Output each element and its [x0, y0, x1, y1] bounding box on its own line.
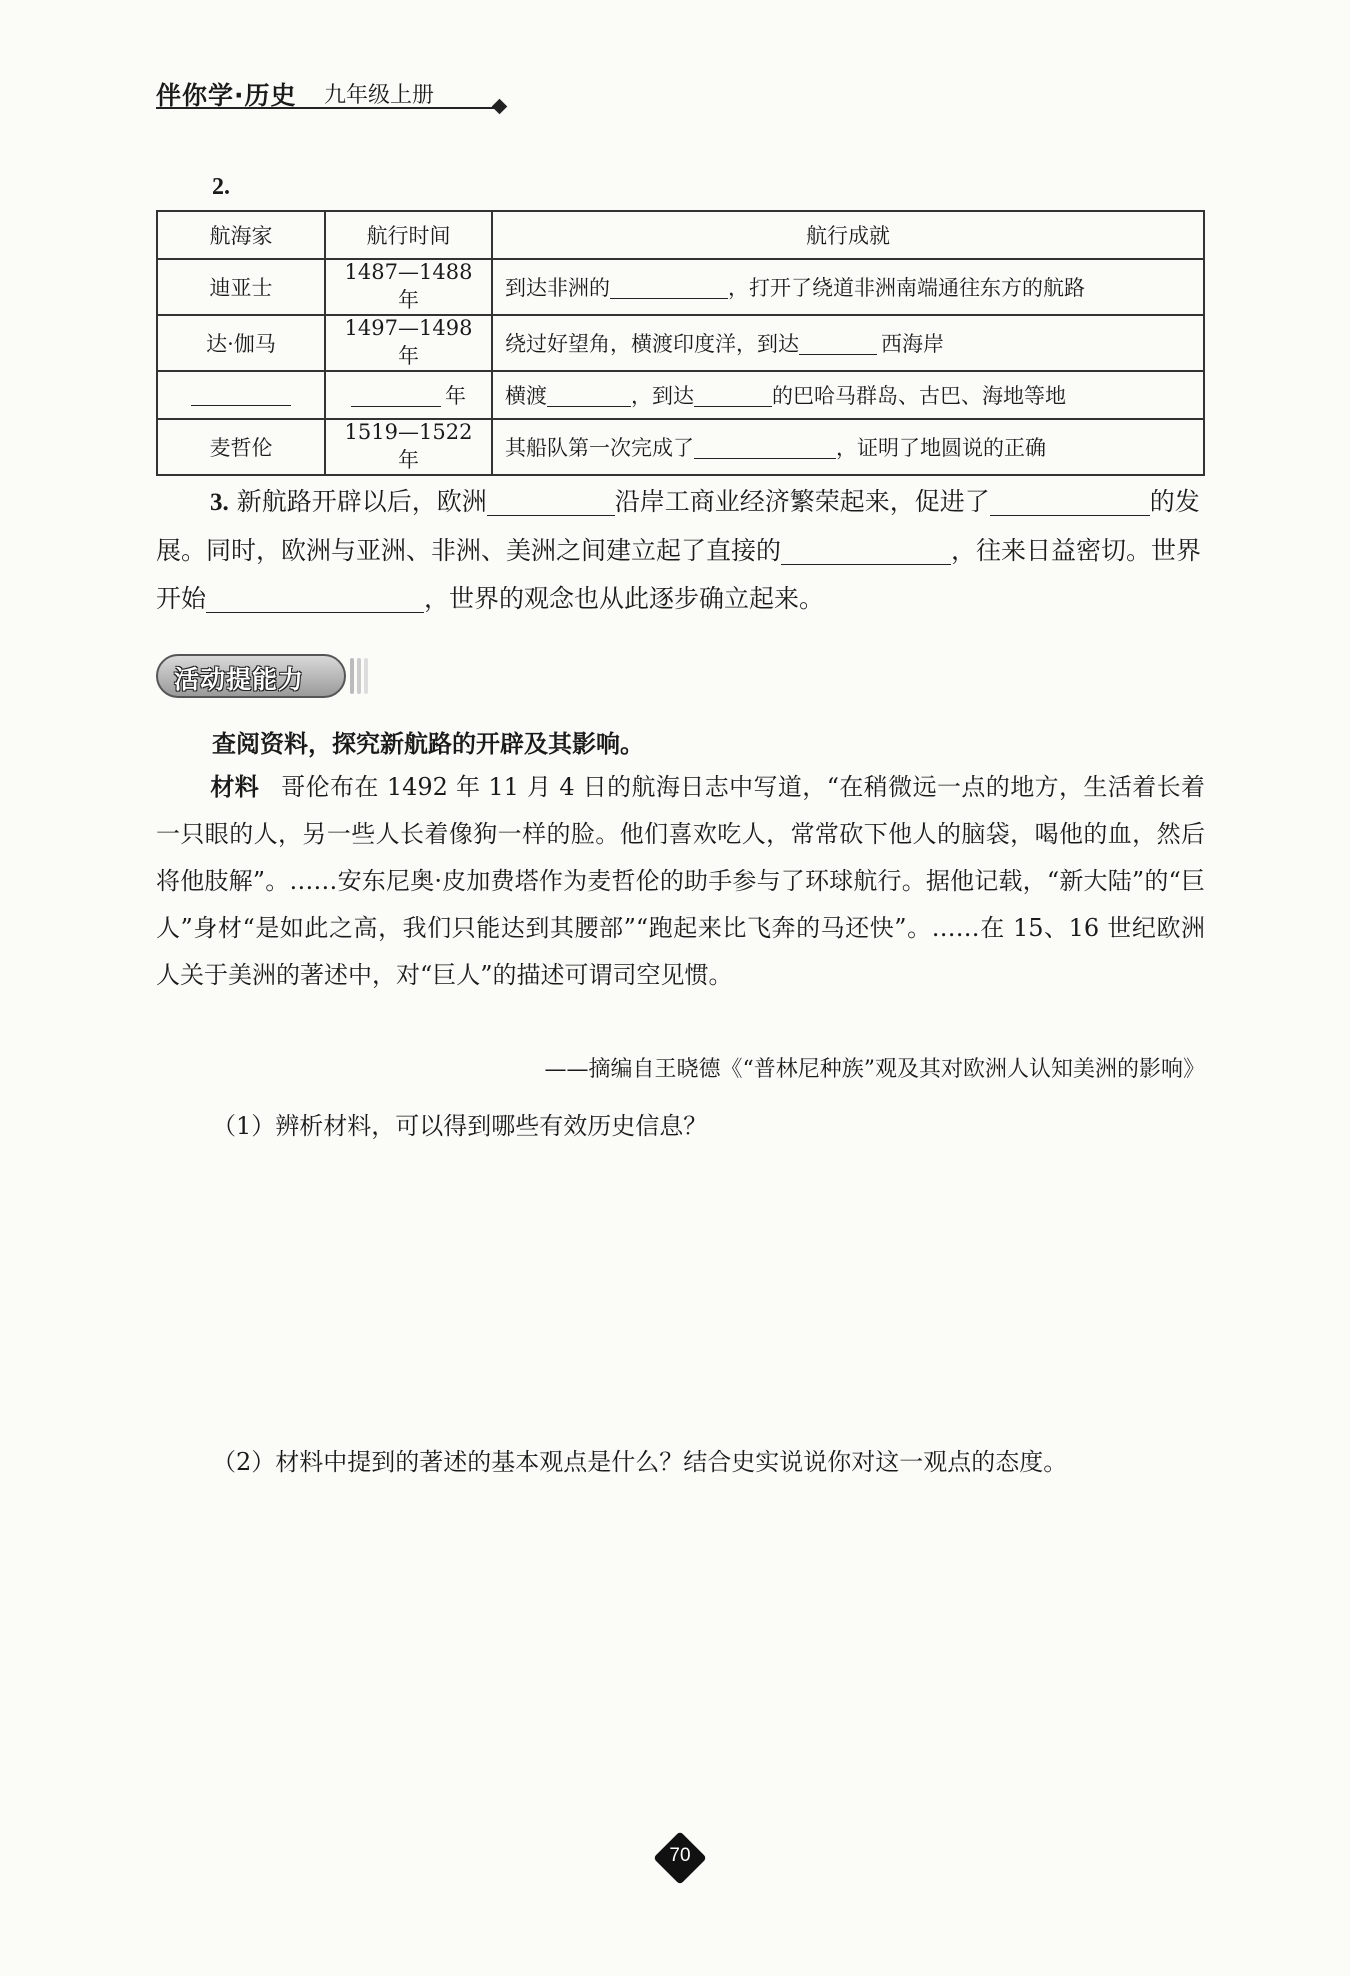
grade-label: 九年级上册 — [324, 83, 435, 108]
table-row — [157, 315, 1204, 371]
activity-section-tag — [156, 654, 376, 698]
material-label: 材料 — [210, 773, 260, 801]
tag-label: 活动提能力 — [174, 665, 305, 694]
header-time: 航行时间 — [325, 211, 492, 259]
time-cell: 1519—1522 年 — [325, 419, 492, 475]
table-row — [157, 259, 1204, 315]
tag-stripe — [357, 658, 361, 694]
year-suffix: 年 — [445, 384, 466, 408]
activity-task: 查阅资料，探究新航路的开辟及其影响。 — [212, 730, 644, 758]
achievement-text: 的巴哈马群岛、古巴、海地等地 — [772, 384, 1066, 408]
tag-stripe — [364, 658, 368, 694]
page-number-badge — [658, 1836, 702, 1880]
material-text: 哥伦布在 1492 年 11 月 4 日的航海日志中写道，“在稍微远一点的地方，生活着长着一只眼的人，另一些人长着像狗一样的脸。他们喜欢吃人，常常砍下他人的脑袋，喝他的血，然后将他肢解”。……安东尼奥·皮加费塔作为麦哲伦的助手参与了环球航行。据他记载，“新大陆”的“巨人”身材“是如此之高，我们只能达到其腰部”“跑起来比飞奔的马还快”。……在 15、16 世纪欧洲人关于美洲的著述中，对“巨人”的描述可谓司空见惯。 — [156, 773, 1206, 989]
question-3-number: 3. — [210, 489, 229, 516]
answer-blank[interactable] — [610, 276, 728, 299]
achievement-cell — [492, 315, 1204, 371]
material-paragraph — [156, 764, 1205, 999]
achievement-cell — [492, 371, 1204, 419]
table-row — [157, 371, 1204, 419]
answer-blank[interactable] — [487, 489, 615, 516]
material-source: ——摘编自王晓德《“普林尼种族”观及其对欧洲人认知美洲的影响》 — [544, 1057, 1205, 1082]
sub-question-2: （2）材料中提到的著述的基本观点是什么？结合史实说说你对这一观点的态度。 — [212, 1448, 1068, 1476]
diamond-icon — [492, 99, 508, 115]
navigator-blank[interactable] — [191, 383, 291, 406]
running-header — [156, 76, 506, 110]
navigator-cell: 麦哲伦 — [157, 419, 325, 475]
answer-blank[interactable] — [694, 436, 836, 459]
time-cell — [325, 371, 492, 419]
header-achievement: 航行成就 — [492, 211, 1204, 259]
answer-blank[interactable] — [990, 489, 1150, 516]
achievement-text: 其船队第一次完成了 — [505, 436, 694, 460]
achievement-cell — [492, 419, 1204, 475]
achievement-text: ，到达 — [631, 384, 694, 408]
table-row — [157, 419, 1204, 475]
question-3-text: 的发展。同时，欧洲与亚洲、非洲、美洲之间建立起了直接的 — [156, 487, 1200, 565]
book-brand: 伴你学·历史 — [156, 81, 297, 110]
achievement-text: 西海岸 — [881, 332, 944, 356]
answer-blank[interactable] — [547, 384, 631, 407]
navigator-cell — [157, 371, 325, 419]
tag-stripe — [350, 658, 354, 694]
navigation-table — [156, 210, 1205, 476]
navigator-cell: 迪亚士 — [157, 259, 325, 315]
answer-blank[interactable] — [694, 384, 772, 407]
achievement-cell — [492, 259, 1204, 315]
achievement-text: ，证明了地圆说的正确 — [836, 436, 1046, 460]
time-blank[interactable] — [351, 384, 441, 407]
table-header-row — [157, 211, 1204, 259]
time-cell: 1497—1498 年 — [325, 315, 492, 371]
question-3-text: 沿岸工商业经济繁荣起来，促进了 — [614, 487, 990, 516]
time-cell: 1487—1488 年 — [325, 259, 492, 315]
header-navigator: 航海家 — [157, 211, 325, 259]
page-number: 70 — [669, 1845, 691, 1866]
header-rule — [156, 107, 496, 109]
navigator-cell: 达·伽马 — [157, 315, 325, 371]
sub-question-1: （1）辨析材料，可以得到哪些有效历史信息？ — [212, 1112, 708, 1140]
achievement-text: ，打开了绕道非洲南端通往东方的航路 — [728, 276, 1085, 300]
achievement-text: 到达非洲的 — [505, 276, 610, 300]
answer-blank[interactable] — [781, 538, 951, 565]
answer-blank[interactable] — [799, 332, 877, 355]
achievement-text: 横渡 — [505, 384, 547, 408]
question-3-text: 新航路开辟以后，欧洲 — [236, 487, 487, 516]
question-3-text: ，往来日益密切。世界开始 — [156, 536, 1202, 613]
achievement-text: 绕过好望角，横渡印度洋，到达 — [505, 332, 799, 356]
question-3-text: ，世界的观念也从此逐步确立起来。 — [424, 584, 825, 613]
question-3 — [156, 478, 1205, 623]
answer-blank[interactable] — [206, 586, 424, 613]
question-2-number: 2. — [212, 174, 230, 200]
